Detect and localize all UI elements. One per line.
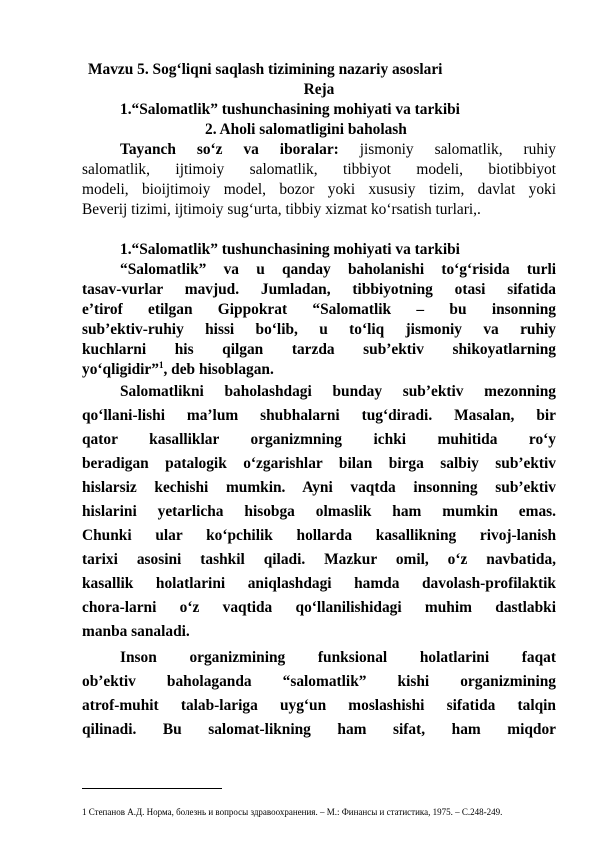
para2-line-11: manba sanaladi. [82,623,190,640]
para2-line-2: qo‘llani-lishi ma’lum shubhalarni tug‘diradi. Masalan, bir [82,407,556,424]
para2-line-7: Chunki ular ko‘pchilik hollarda kasallikning rivoj-lanish [82,527,556,544]
para1-line-5: kuchlarni his qilgan tarzda sub’ektiv shikoyatlarning [82,341,556,358]
keywords-label: Tayanch so‘z va iboralar: [120,141,339,158]
section-heading: 1.“Salomatlik” tushunchasining mohiyati va tarkibi [120,241,460,258]
para2-line-9: kasallik holatlarini aniqlashdagi hamda davolash-profilaktik [82,575,556,592]
footnote-mark: 1 [158,359,164,370]
para1-tail: , deb hisoblagan. [163,361,274,378]
plan-item-1: 1.“Salomatlik” tushunchasining mohiyati va tarkibi [120,101,460,118]
para1-quote-end: yo‘qligidir” [82,361,159,378]
keywords-line-1 [120,140,556,160]
para2-line-10: chora-larni o‘z vaqtida qo‘llanilishidagi muhim dastlabki [82,599,556,616]
footnote-divider [82,788,222,789]
keywords-line-3: modeli, bioijtimoiy model, bozor yoki xususiy tizim, davlat yoki [82,181,556,198]
para3-line-1: Inson organizmining funksional holatlarini faqat [120,649,556,666]
para1-line-3: e’tirof etilgan Gippokrat “Salomatlik – bu insonning [82,301,556,318]
para2-line-5: hislarsiz kechishi mumkin. Ayni vaqtda insonning sub’ektiv [82,479,556,496]
plan-item-2: 2. Aholi salomatligini baholash [205,121,407,138]
para2-line-1: Salomatlikni baholashdagi bunday sub’ektiv mezonning [120,383,556,400]
plan-heading: Reja [303,81,335,98]
para1-line-1: “Salomatlik” va u qanday baholanishi to‘g‘risida turli [120,261,556,278]
para1-line-6 [82,360,556,380]
keywords-text-1: jismoniy salomatlik, ruhiy [359,141,556,158]
para2-line-4: beradigan patalogik o‘zgarishlar bilan birga salbiy sub’ektiv [82,455,556,472]
para2-line-3: qator kasalliklar organizmning ichki muhitida ro‘y [82,431,556,448]
para2-line-8: tarixi asosini tashkil qiladi. Mazkur omil, o‘z navbatida, [82,551,556,568]
para3-line-4: qilinadi. Bu salomat-likning ham sifat, ham miqdor [82,721,556,738]
page-title: Mavzu 5. Sog‘liqni saqlash tizimining nazariy asoslari [88,61,443,78]
para3-line-3: atrof-muhit talab-lariga uyg‘un moslashishi sifatida talqin [82,697,556,714]
footnote-text: 1 Степанов А.Д. Норма, болезнь и вопросы здравоохранения. – М.: Финансы и статистика, 1975. – С.248-249. [82,807,503,817]
para1-line-2: tasav-vurlar mavjud. Jumladan, tibbiyotning otasi sifatida [82,281,556,298]
keywords-line-4: Beverij tizimi, ijtimoiy sug‘urta, tibbiy xizmat ko‘rsatish turlari,. [82,201,481,218]
keywords-line-2: salomatlik, ijtimoiy salomatlik, tibbiyot modeli, biotibbiyot [82,161,556,178]
para1-line-4: sub’ektiv-ruhiy hissi bo‘lib, u to‘liq jismoniy va ruhiy [82,321,556,338]
para3-line-2: ob’ektiv baholaganda “salomatlik” kishi organizmining [82,673,556,690]
para2-line-6: hislarini yetarlicha hisobga olmaslik ham mumkin emas. [82,503,556,520]
